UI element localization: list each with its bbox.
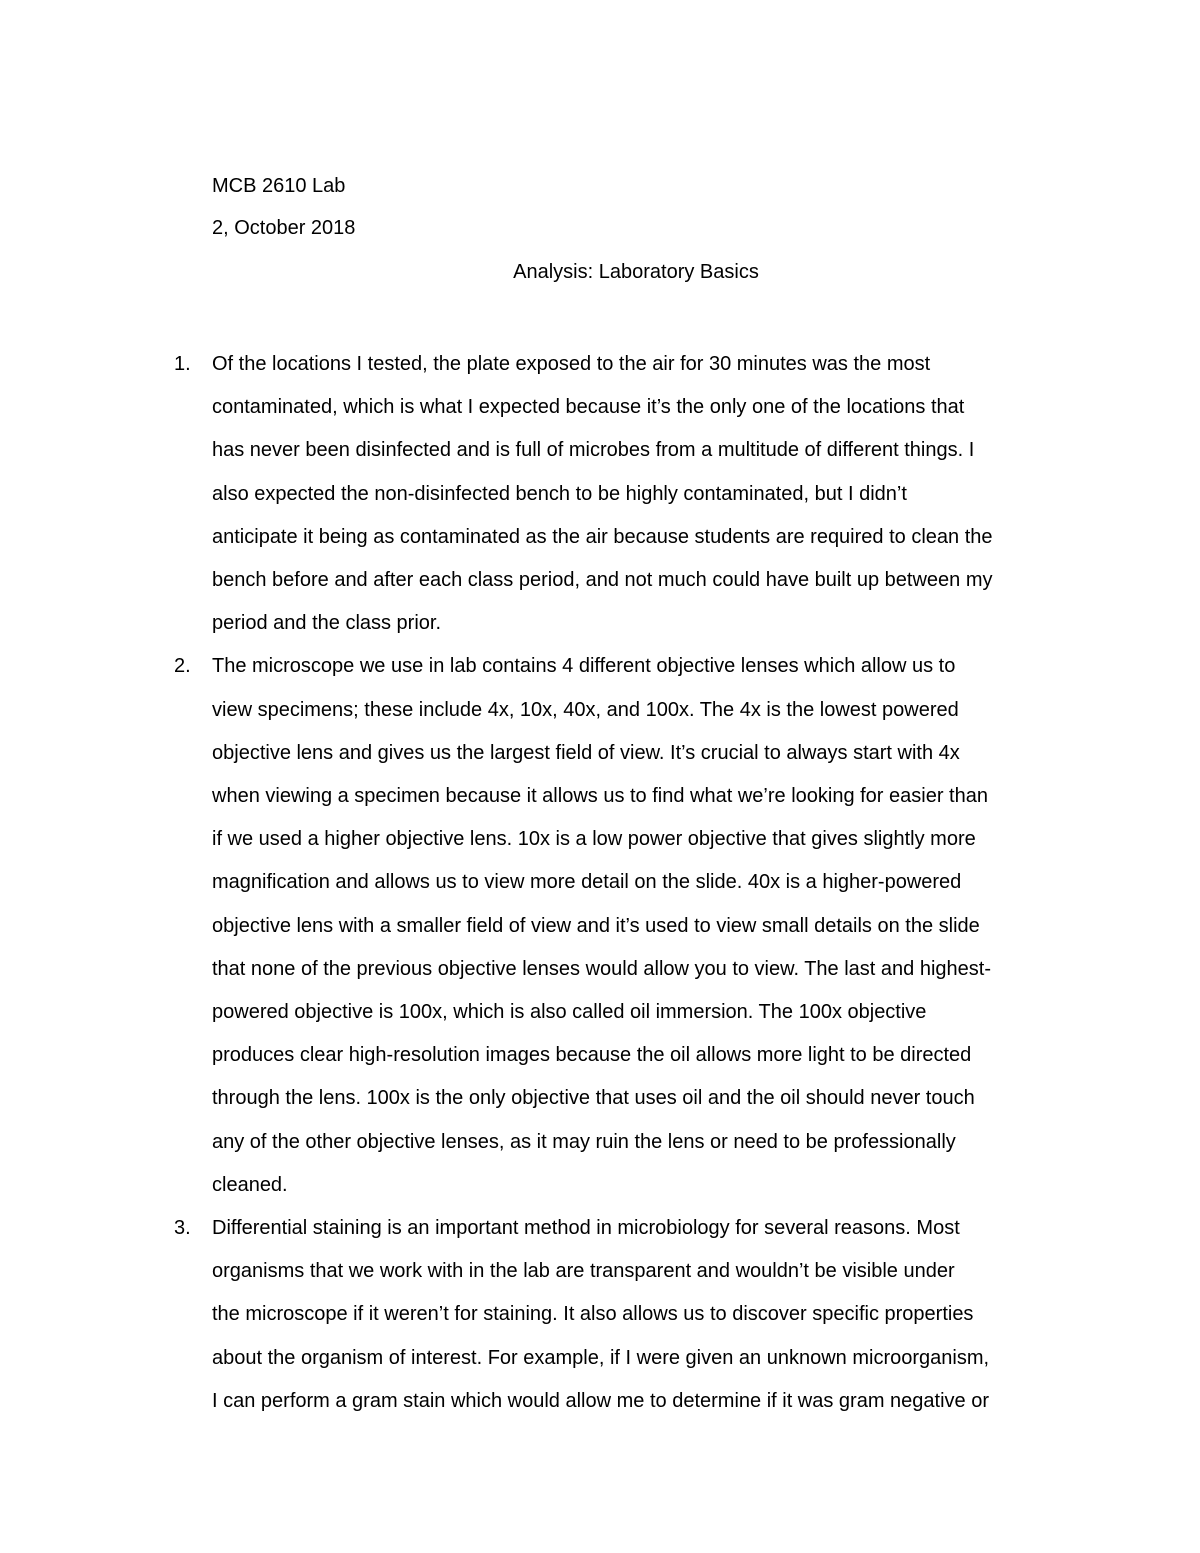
assignment-date: 2, October 2018 — [212, 217, 356, 239]
answer-item-1 — [170, 343, 993, 645]
answer-line: any of the other objective lenses, as it may ruin the lens or need to be professionally — [212, 1130, 956, 1153]
answer-line: also expected the non-disinfected bench to be highly contaminated, but I didn’t — [212, 482, 907, 505]
answer-line: organisms that we work with in the lab are transparent and wouldn’t be visible under — [212, 1260, 955, 1283]
answer-line: powered objective is 100x, which is also called oil immersion. The 100x objective — [212, 1001, 927, 1024]
answer-line: produces clear high-resolution images because the oil allows more light to be directed — [212, 1044, 972, 1067]
answer-list — [170, 343, 993, 1423]
answer-line: objective lens and gives us the largest field of view. It’s crucial to always start with 4x — [212, 741, 960, 764]
answer-line: anticipate it being as contaminated as the air because students are required to clean the — [212, 525, 993, 548]
answer-line: contaminated, which is what I expected because it’s the only one of the locations that — [212, 396, 965, 419]
answer-line: if we used a higher objective lens. 10x is a low power objective that gives slightly more — [212, 828, 976, 851]
answer-line: Differential staining is an important method in microbiology for several reasons. Most — [212, 1217, 960, 1240]
answer-line: bench before and after each class period, and not much could have built up between my — [212, 569, 993, 592]
answer-item-2 — [170, 645, 993, 1207]
answer-line: that none of the previous objective lenses would allow you to view. The last and highest- — [212, 957, 991, 980]
answer-line: through the lens. 100x is the only objective that uses oil and the oil should never touch — [212, 1087, 975, 1110]
answer-item-3 — [170, 1207, 993, 1423]
answer-number: 2. — [174, 655, 191, 678]
answer-line: view specimens; these include 4x, 10x, 40x, and 100x. The 4x is the lowest powered — [212, 698, 959, 721]
answer-line: when viewing a specimen because it allows us to find what we’re looking for easier than — [212, 785, 988, 808]
answer-number: 1. — [174, 353, 191, 375]
answer-line: has never been disinfected and is full of microbes from a multitude of different things. I — [212, 439, 975, 462]
answer-line: cleaned. — [212, 1173, 288, 1196]
document-title: Analysis: Laboratory Basics — [513, 261, 759, 283]
answer-line: magnification and allows us to view more detail on the slide. 40x is a higher-powered — [212, 871, 962, 894]
answer-line: Of the locations I tested, the plate exposed to the air for 30 minutes was the most — [212, 353, 931, 375]
answer-line: the microscope if it weren’t for staining. It also allows us to discover specific properties — [212, 1303, 974, 1326]
answer-line: The microscope we use in lab contains 4 different objective lenses which allow us to — [212, 655, 956, 678]
answer-line: I can perform a gram stain which would allow me to determine if it was gram negative or — [212, 1389, 990, 1412]
answer-line: objective lens with a smaller field of view and it’s used to view small details on the slide — [212, 914, 980, 937]
answer-number: 3. — [174, 1217, 191, 1240]
answer-line: about the organism of interest. For example, if I were given an unknown microorganism, — [212, 1346, 990, 1369]
answer-line: period and the class prior. — [212, 612, 442, 635]
course-name: MCB 2610 Lab — [212, 175, 346, 197]
